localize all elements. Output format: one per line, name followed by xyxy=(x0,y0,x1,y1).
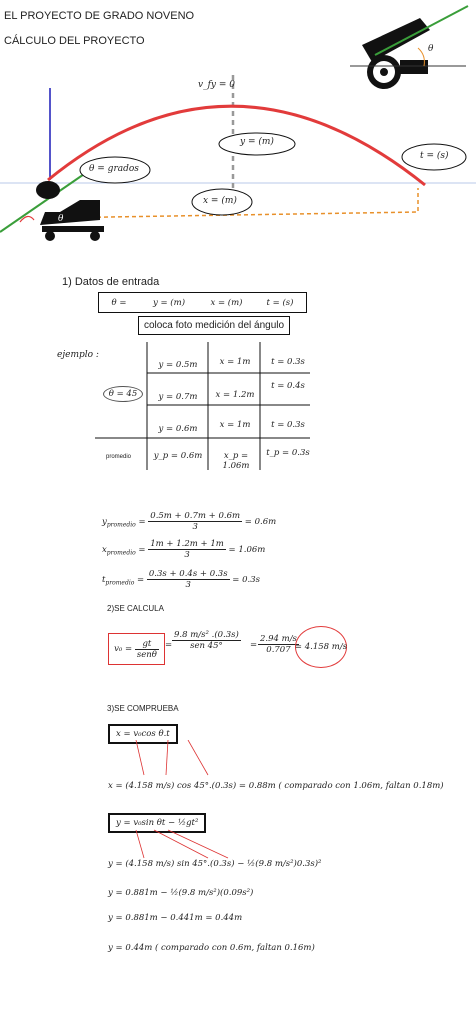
y-equation-4: y = 0.44m ( comparado con 0.6m, faltan 0.16m) xyxy=(108,943,315,953)
v0-formula-box: v₀ = $\frac{gt}{\text{senθ}}$ xyxy=(108,633,165,665)
v0-result: = 4.158 m/s xyxy=(295,626,347,668)
v0-simplified: $\frac{2.94 m/s}{0.707}$ xyxy=(260,634,297,655)
v0-substitution: $\frac{\text{9.8 m/s² .(0.3s)}}{\text{sen 45°}}$ xyxy=(174,630,239,651)
x-equation: x = (4.158 m/s) cos 45°.(0.3s) = 0.88m ( comparado con 1.06m, faltan 0.18m) xyxy=(108,781,444,791)
y-equation-1: y = (4.158 m/s) sin 45°.(0.3s) − ½(9.8 m/s²)0.3s)² xyxy=(108,859,322,869)
page-title: EL PROYECTO DE GRADO NOVENO xyxy=(4,10,195,22)
header-t: t = (s) xyxy=(266,297,294,308)
avg-x-equation: $x_{promedio}$ = $\frac{1m + 1.2m + 1m}{3}$ = 1.06m xyxy=(102,539,266,560)
vfy-label: v_fy = 0 xyxy=(198,80,235,90)
section1-heading: 1) Datos de entrada xyxy=(62,276,160,288)
projectile-diagram xyxy=(0,0,476,250)
y-formula-box: y = v₀sin θt − ½gt² xyxy=(108,813,206,833)
avg-x: x_p = 1.06m xyxy=(222,451,250,471)
section2-heading: 2)SE CALCULA xyxy=(107,604,164,613)
header-y: y = (m) xyxy=(152,297,186,308)
page-subtitle: CÁLCULO DEL PROYECTO xyxy=(4,35,145,47)
header-theta: θ = xyxy=(111,297,127,308)
t-label: t = (s) xyxy=(420,151,449,161)
photo-note: coloca foto medición del ángulo xyxy=(138,316,290,335)
x-formula-box: x = v₀cos θ.t xyxy=(108,724,178,744)
y-label: y = (m) xyxy=(240,137,274,147)
row1-y: y = 0.5m xyxy=(158,360,198,370)
row2-y: y = 0.7m xyxy=(158,392,198,402)
input-header-row xyxy=(98,292,307,313)
header-x: x = (m) xyxy=(210,297,243,308)
theta-label: θ = grados xyxy=(89,164,139,174)
catapult-icon xyxy=(36,181,104,241)
angle-oval: θ = 45 xyxy=(103,386,143,402)
y-equation-2: y = 0.881m − ½(9.8 m/s²)(0.09s²) xyxy=(108,888,254,898)
row2-x: x = 1.2m xyxy=(215,390,255,400)
catapult-theta-label: θ xyxy=(58,214,64,224)
row2-t: t = 0.4s xyxy=(271,381,305,391)
x-label: x = (m) xyxy=(203,196,237,206)
avg-t: t_p = 0.3s xyxy=(266,448,310,458)
row3-x: x = 1m xyxy=(219,420,251,430)
cannon-theta-label: θ xyxy=(428,44,434,54)
avg-y-equation: $y_{promedio}$ = $\frac{0.5m + 0.7m + 0.6m}{3}$ = 0.6m xyxy=(102,511,277,532)
row1-t: t = 0.3s xyxy=(271,357,305,367)
row3-t: t = 0.3s xyxy=(271,420,305,430)
section3-heading: 3)SE COMPRUEBA xyxy=(107,704,179,713)
row3-y: y = 0.6m xyxy=(158,424,198,434)
avg-label: promedio xyxy=(106,454,132,460)
avg-t-equation: $t_{promedio}$ = $\frac{0.3s + 0.4s + 0.3s}{3}$ = 0.3s xyxy=(102,569,261,590)
y-equation-3: y = 0.881m − 0.441m = 0.44m xyxy=(108,913,243,923)
cannon-icon xyxy=(350,6,468,89)
row1-x: x = 1m xyxy=(219,357,251,367)
example-label: ejemplo : xyxy=(57,350,99,360)
substitution-arrows xyxy=(108,740,248,870)
avg-y: y_p = 0.6m xyxy=(153,451,203,461)
